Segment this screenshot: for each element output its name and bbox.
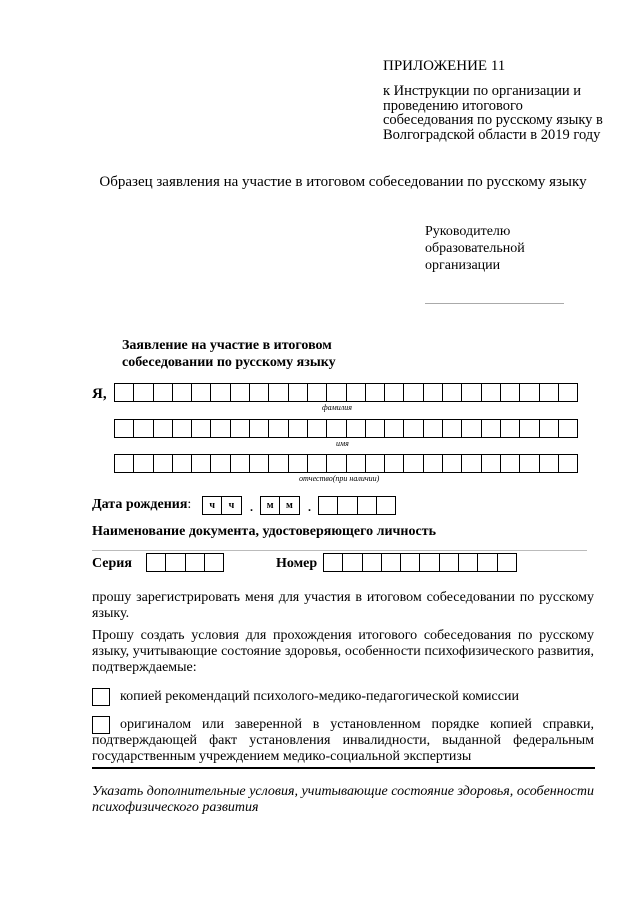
surname-cell[interactable]: [249, 383, 269, 402]
name-cell[interactable]: [500, 419, 520, 438]
birth-day-cells[interactable]: [203, 496, 242, 515]
document-divider: [92, 550, 587, 551]
conditions-paragraph: Прошу создать условия для прохождения итогового собеседования по русскому языку, учитывающие состояние здоровья, особенности психофизического развития, подтверждаемые:: [92, 628, 594, 675]
patronymic-cell[interactable]: [114, 454, 134, 473]
number-cell[interactable]: [400, 553, 420, 572]
series-cell[interactable]: [185, 553, 205, 572]
name-cell[interactable]: [519, 419, 539, 438]
name-cell[interactable]: [461, 419, 481, 438]
patronymic-cell[interactable]: [423, 454, 443, 473]
patronymic-cell[interactable]: [230, 454, 250, 473]
application-heading: [122, 337, 352, 371]
number-cell[interactable]: [342, 553, 362, 572]
surname-cell[interactable]: [210, 383, 230, 402]
name-cell[interactable]: [191, 419, 211, 438]
patronymic-cell[interactable]: [558, 454, 578, 473]
surname-cell[interactable]: [423, 383, 443, 402]
surname-cell[interactable]: [481, 383, 501, 402]
surname-cell[interactable]: [191, 383, 211, 402]
date-separator: .: [308, 500, 311, 514]
recipient-line: Руководителю: [425, 224, 511, 239]
patronymic-cell[interactable]: [539, 454, 559, 473]
patronymic-cell[interactable]: [442, 454, 462, 473]
name-cell[interactable]: [539, 419, 559, 438]
surname-cell[interactable]: [153, 383, 173, 402]
patronymic-cell[interactable]: [172, 454, 192, 473]
name-cell[interactable]: [153, 419, 173, 438]
name-cell[interactable]: [403, 419, 423, 438]
name-cell[interactable]: [423, 419, 443, 438]
name-cell[interactable]: [384, 419, 404, 438]
surname-cell[interactable]: [365, 383, 385, 402]
application-heading-line: Заявление на участие в итоговом: [122, 338, 332, 353]
patronymic-cell[interactable]: [133, 454, 153, 473]
patronymic-cell[interactable]: [519, 454, 539, 473]
number-cell[interactable]: [458, 553, 478, 572]
patronymic-cell[interactable]: [403, 454, 423, 473]
birth-month-cell[interactable]: м: [279, 496, 299, 515]
surname-cell[interactable]: [384, 383, 404, 402]
surname-cell[interactable]: [558, 383, 578, 402]
birth-month-cells[interactable]: [261, 496, 300, 515]
recipient-block: [425, 223, 595, 274]
surname-cell[interactable]: [114, 383, 134, 402]
appendix-title: ПРИЛОЖЕНИЕ 11: [383, 58, 506, 74]
patronymic-cell[interactable]: [153, 454, 173, 473]
patronymic-cell[interactable]: [288, 454, 308, 473]
number-cell[interactable]: [362, 553, 382, 572]
birth-year-cell[interactable]: [337, 496, 357, 515]
form-title: Образец заявления на участие в итоговом собеседовании по русскому языку: [99, 174, 587, 190]
recipient-line: образовательной: [425, 241, 525, 256]
surname-cell[interactable]: [346, 383, 366, 402]
patronymic-cell[interactable]: [210, 454, 230, 473]
number-label: Номер: [276, 556, 318, 571]
surname-cell[interactable]: [442, 383, 462, 402]
name-cell[interactable]: [230, 419, 250, 438]
surname-cell[interactable]: [268, 383, 288, 402]
application-heading-line: собеседовании по русскому языку: [122, 355, 336, 370]
name-prefix: Я,: [92, 386, 107, 402]
appendix-text: к Инструкции по организации и проведению итогового собеседования по русскому языку в Волгоградской области в 2019 году: [383, 83, 603, 143]
name-cell[interactable]: [442, 419, 462, 438]
pmpk-option-label: копией рекомендаций психолого-медико-педагогической комиссии: [120, 689, 519, 704]
name-cell[interactable]: [133, 419, 153, 438]
surname-cell[interactable]: [403, 383, 423, 402]
name-cell[interactable]: [249, 419, 269, 438]
birth-year-cell[interactable]: [357, 496, 377, 515]
name-cell[interactable]: [307, 419, 327, 438]
recipient-line: организации: [425, 258, 501, 273]
series-cell[interactable]: [146, 553, 166, 572]
disability-option-label: оригиналом или заверенной в установленном порядке копией справки, подтверждающей факт установления инвалидности, выданной федеральным государственным учреждением медико-социальной экспертизы: [92, 717, 594, 764]
number-cell[interactable]: [323, 553, 343, 572]
birth-month-cell[interactable]: м: [260, 496, 280, 515]
patronymic-label: отчество(при наличии): [299, 474, 380, 483]
surname-cell[interactable]: [326, 383, 346, 402]
number-cell[interactable]: [381, 553, 401, 572]
series-cell[interactable]: [204, 553, 224, 572]
name-cell[interactable]: [288, 419, 308, 438]
series-cells[interactable]: [147, 553, 224, 572]
name-cell[interactable]: [210, 419, 230, 438]
name-cell[interactable]: [268, 419, 288, 438]
patronymic-cell[interactable]: [326, 454, 346, 473]
pmpk-checkbox[interactable]: [92, 688, 110, 706]
name-cell[interactable]: [558, 419, 578, 438]
name-cell[interactable]: [114, 419, 134, 438]
number-cell[interactable]: [477, 553, 497, 572]
patronymic-cell[interactable]: [461, 454, 481, 473]
patronymic-cell[interactable]: [384, 454, 404, 473]
date-separator: .: [250, 500, 253, 514]
name-cell[interactable]: [346, 419, 366, 438]
name-cells[interactable]: [115, 419, 578, 438]
additional-note: Указать дополнительные условия, учитывающие состояние здоровья, особенности психофизического развития: [92, 784, 594, 815]
name-cell[interactable]: [172, 419, 192, 438]
surname-cell[interactable]: [539, 383, 559, 402]
surname-cell[interactable]: [461, 383, 481, 402]
number-cell[interactable]: [439, 553, 459, 572]
number-cell[interactable]: [497, 553, 517, 572]
name-label: имя: [336, 439, 349, 448]
patronymic-cell[interactable]: [346, 454, 366, 473]
series-cell[interactable]: [165, 553, 185, 572]
surname-cell[interactable]: [500, 383, 520, 402]
patronymic-cell[interactable]: [365, 454, 385, 473]
name-cell[interactable]: [481, 419, 501, 438]
patronymic-cell[interactable]: [191, 454, 211, 473]
patronymic-cell[interactable]: [249, 454, 269, 473]
name-cell[interactable]: [326, 419, 346, 438]
surname-cell[interactable]: [172, 383, 192, 402]
surname-cell[interactable]: [288, 383, 308, 402]
patronymic-cell[interactable]: [268, 454, 288, 473]
number-cells[interactable]: [324, 553, 517, 572]
birth-year-cells[interactable]: [319, 496, 396, 515]
register-paragraph: прошу зарегистрировать меня для участия в итоговом собеседовании по русскому языку.: [92, 590, 594, 621]
birth-year-cell[interactable]: [376, 496, 396, 515]
patronymic-cell[interactable]: [500, 454, 520, 473]
recipient-signature-line[interactable]: [425, 303, 564, 304]
conditions-divider: [92, 767, 595, 769]
surname-cell[interactable]: [519, 383, 539, 402]
number-cell[interactable]: [419, 553, 439, 572]
series-label: Серия: [92, 556, 132, 571]
surname-cells[interactable]: [115, 383, 578, 402]
patronymic-cells[interactable]: [115, 454, 578, 473]
patronymic-cell[interactable]: [481, 454, 501, 473]
surname-cell[interactable]: [307, 383, 327, 402]
birth-date-label: Дата рождения:: [92, 497, 192, 512]
surname-label: фамилия: [322, 403, 352, 412]
surname-cell[interactable]: [133, 383, 153, 402]
birth-day-cell[interactable]: ч: [221, 496, 241, 515]
document-heading: Наименование документа, удостоверяющего личность: [92, 524, 436, 539]
birth-year-cell[interactable]: [318, 496, 338, 515]
name-cell[interactable]: [365, 419, 385, 438]
surname-cell[interactable]: [230, 383, 250, 402]
birth-day-cell[interactable]: ч: [202, 496, 222, 515]
patronymic-cell[interactable]: [307, 454, 327, 473]
